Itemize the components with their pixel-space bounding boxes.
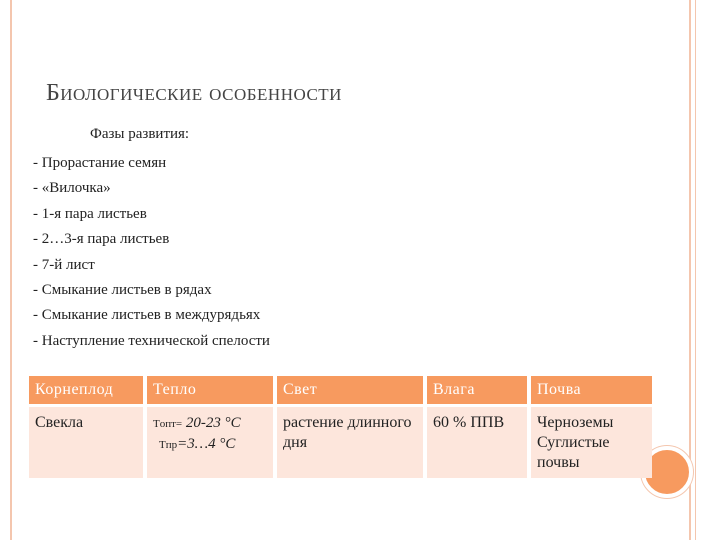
cell-moisture: 60 % ППВ [425, 406, 529, 478]
list-item: - 2…3-я пара листьев [33, 231, 170, 248]
list-item: - Наступление технической спелости [33, 332, 270, 349]
temp-opt-value: 20-23 °C [182, 415, 241, 431]
temp-pr [153, 434, 267, 455]
list-item: - Прорастание семян [33, 155, 167, 171]
temp-pr-value: =3…4 °C [177, 436, 236, 452]
list-item: - Смыкание листьев в междурядьях [33, 307, 261, 324]
header-heat: Тепло [145, 376, 275, 406]
phase-heading: Фазы развития: [90, 126, 190, 142]
header-crop: Корнеплод [29, 376, 145, 406]
list-item: - 7-й лист [33, 256, 95, 273]
slide-title: Биологические особенности [46, 80, 342, 106]
temp-opt [153, 413, 267, 434]
header-moisture: Влага [425, 376, 529, 406]
table-header-row [29, 376, 652, 406]
cell-light: растение длинного дня [275, 406, 425, 478]
list-item: - 1-я пара листьев [33, 205, 147, 222]
table-row [29, 406, 652, 478]
header-light: Свет [275, 376, 425, 406]
decorative-frame-right-inner [695, 0, 696, 540]
list-item: - «Вилочка» [33, 180, 111, 197]
header-soil: Почва [529, 376, 652, 406]
cell-crop: Свекла [29, 406, 145, 478]
cell-soil: Черноземы Суглистые почвы [529, 406, 652, 478]
temp-pr-label: Tпр [159, 439, 178, 451]
crop-table [29, 376, 652, 478]
decorative-frame-left [10, 0, 12, 540]
temp-opt-label: Tопт= [153, 418, 183, 430]
list-item: - Смыкание листьев в рядах [33, 281, 212, 298]
phase-list [33, 152, 270, 355]
cell-heat [145, 406, 275, 478]
